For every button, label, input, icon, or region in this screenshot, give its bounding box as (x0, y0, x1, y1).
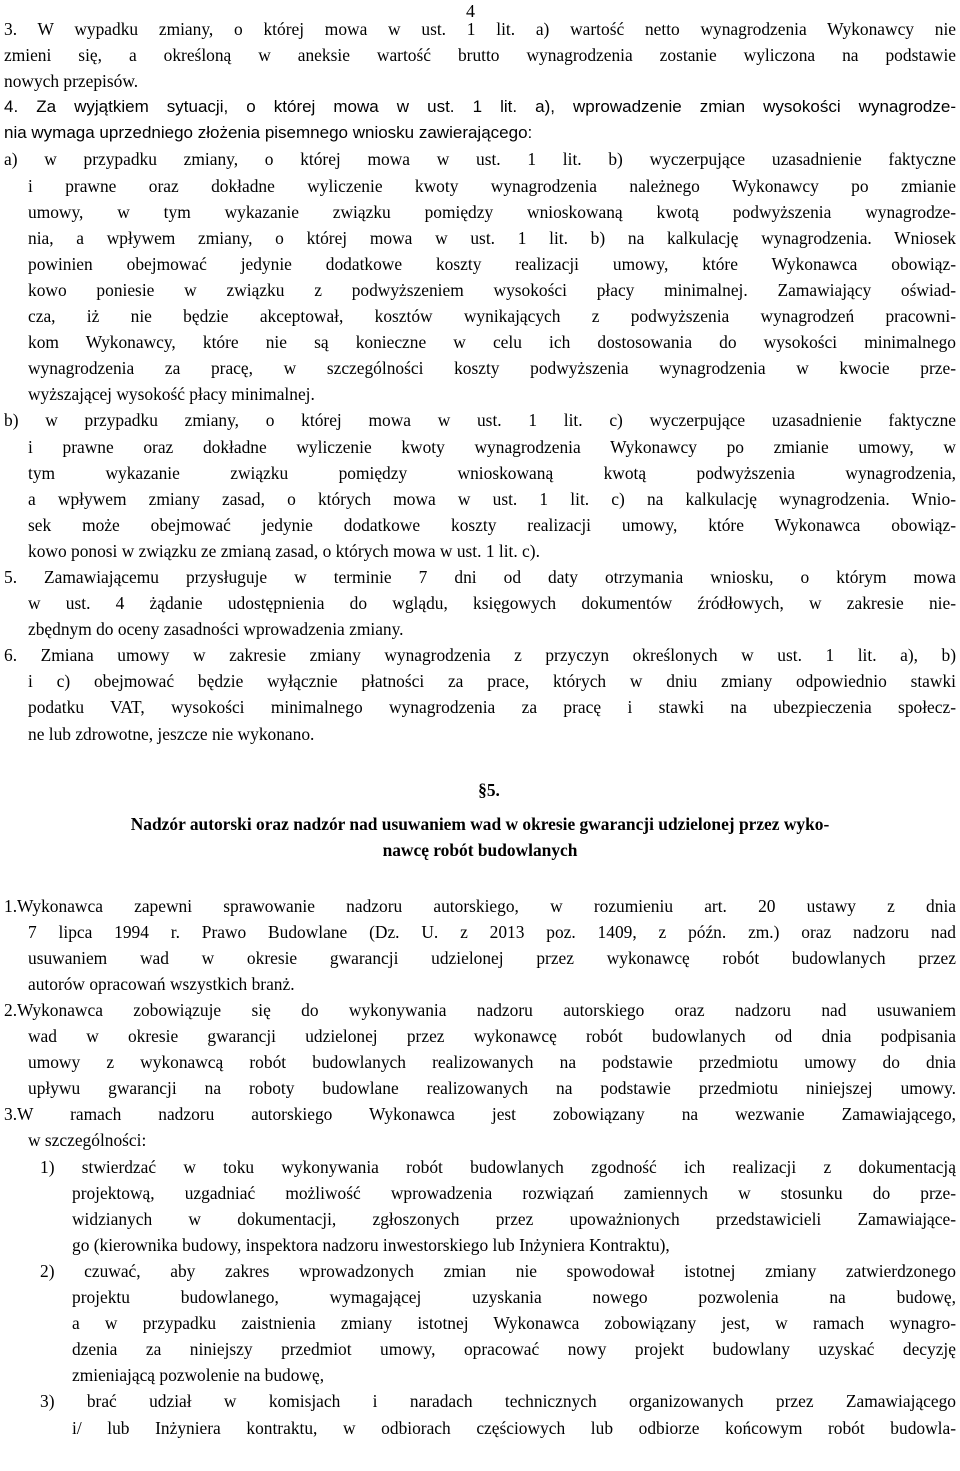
page-number: 4 (466, 1, 475, 21)
section-number: §5. (478, 779, 500, 800)
paragraph-6-line: 6. Zmiana umowy w zakresie zmiany wynagrodzenia z przyczyn określonych w ust. 1 lit. a), b) (4, 645, 956, 666)
paragraph-4b-line: i prawne oraz dokładne wyliczenie kwoty wynagrodzenia Wykonawcy po zmianie umowy, w (28, 436, 956, 457)
paragraph-4a-line: powinien obejmować jedynie dodatkowe koszty realizacji umowy, które Wykonawca obowiąz- (28, 253, 956, 274)
paragraph-6-line: podatku VAT, wysokości minimalnego wynagrodzenia za pracę i stawki na ubezpieczenia społecz- (28, 697, 956, 718)
paragraph-6-line: ne lub zdrowotne, jeszcze nie wykonano. (28, 723, 315, 744)
subitem-1-line: widzianych w dokumentacji, zgłoszonych przez upoważnionych przedstawicieli Zamawiające- (72, 1208, 956, 1229)
paragraph-6-line: i c) obejmować będzie wyłącznie płatności za prace, których w dniu zmiany odpowiednio stawki (28, 671, 956, 692)
paragraph-4a-line: cza, iż nie będzie akceptował, kosztów wynikających z podwyższenia wynagrodzeń pracowni- (28, 306, 956, 327)
subitem-1-line: 1) stwierdzać w toku wykonywania robót budowlanych zgodność ich realizacji z dokumentacją (40, 1156, 956, 1177)
subitem-1-line: projektową, uzgadniać możliwość wprowadzenia rozwiązań zamiennych w stosunku do prze- (72, 1182, 956, 1203)
paragraph-3-line: zmieni się, a określoną w aneksie wartość brutto wynagrodzenia zostanie wyliczona na podstawie (4, 45, 956, 66)
paragraph-4a-line: nia, a wpływem zmiany, o której mowa w ust. 1 lit. b) na kalkulację wynagrodzenia. Wniosek (28, 227, 956, 248)
paragraph-4b-line: a wpływem zmiany zasad, o których mowa w ust. 1 lit. c) na kalkulację wynagrodzenia. Wnio- (28, 488, 956, 509)
subitem-3-line: i/ lub Inżyniera kontraktu, w odbiorach częściowych lub odbiorze końcowym robót budowla- (72, 1417, 956, 1438)
section-5-point-1-line: usuwaniem wad w okresie gwarancji udzielonej przez wykonawcę robót budowlanych przez (28, 947, 956, 968)
paragraph-4b-line: b) w przypadku zmiany, o której mowa w ust. 1 lit. c) wyczerpujące uzasadnienie faktyczne (4, 410, 956, 431)
section-5-point-2-line: 2.Wykonawca zobowiązuje się do wykonywania nadzoru autorskiego oraz nadzoru nad usuwaniem (4, 1000, 956, 1020)
paragraph-5-line: zbędnym do oceny zasadności wprowadzenia zmiany. (28, 619, 404, 640)
subitem-2-line: dzenia za niniejszy przedmiot umowy, opracować nowy projekt budowlany uzyskać decyzję (72, 1339, 956, 1360)
paragraph-4-line: nia wymaga uprzedniego złożenia pisemnego wniosku zawierającego: (4, 123, 533, 143)
paragraph-4-line: 4. Za wyjątkiem sytuacji, o której mowa w ust. 1 lit. a), wprowadzenie zmian wysokości wynagrodze- (4, 97, 956, 117)
paragraph-4a-line: a) w przypadku zmiany, o której mowa w ust. 1 lit. b) wyczerpujące uzasadnienie faktyczne (4, 149, 956, 170)
section-5-point-2-line: wad w okresie gwarancji udzielonej przez wykonawcę robót budowlanych od dnia podpisania (28, 1026, 956, 1047)
subitem-3-line: 3) brać udział w komisjach i naradach technicznych organizowanych przez Zamawiającego (40, 1391, 956, 1412)
paragraph-4a-line: i prawne oraz dokładne wyliczenie kwoty wynagrodzenia należnego Wykonawcy po zmianie (28, 175, 956, 196)
section-5-point-1-line: 7 lipca 1994 r. Prawo Budowlane (Dz. U. z 2013 poz. 1409, z późn. zm.) oraz nadzoru nad (28, 921, 956, 942)
subitem-1-line: go (kierownika budowy, inspektora nadzoru inwestorskiego lub Inżyniera Kontraktu), (72, 1234, 670, 1255)
section-5-point-3-line: 3.W ramach nadzoru autorskiego Wykonawca jest zobowiązany na wezwanie Zamawiającego, (4, 1104, 956, 1125)
subitem-2-line: zmieniającą pozwolenie na budowę, (72, 1365, 325, 1386)
section-heading: Nadzór autorski oraz nadzór nad usuwaniem wad w okresie gwarancji udzielonej przez wyko- (130, 813, 830, 834)
paragraph-4a-line: wynagrodzenia za pracę, w szczególności koszty podwyższenia wynagrodzenia w kwocie prze- (28, 358, 956, 379)
document-body (0, 16, 960, 1441)
paragraph-4a-line: umowy, w tym wykazanie związku pomiędzy wnioskowaną kwotą podwyższenia wynagrodze- (28, 201, 956, 222)
paragraph-3-line: 3. W wypadku zmiany, o której mowa w ust. 1 lit. a) wartość netto wynagrodzenia Wykonawcy nie (4, 19, 956, 39)
section-heading: nawcę robót budowlanych (382, 839, 578, 860)
subitem-2-line: a w przypadku zaistnienia zmiany istotnej Wykonawca zobowiązany jest, w ramach wynagro- (72, 1313, 956, 1334)
paragraph-4b-line: sek może obejmować jedynie dodatkowe koszty realizacji umowy, które Wykonawca obowiąz- (28, 514, 956, 535)
paragraph-4a-line: kowo poniesie w związku z podwyższeniem wysokości płacy minimalnej. Zamawiający oświad- (28, 279, 956, 300)
paragraph-4b-line: kowo ponosi w związku ze zmianą zasad, o których mowa w ust. 1 lit. c). (28, 540, 540, 561)
paragraph-4b-line: tym wykazanie związku pomiędzy wnioskowaną kwotą podwyższenia wynagrodzenia, (28, 462, 956, 483)
subitem-2-line: 2) czuwać, aby zakres wprowadzonych zmian nie spowodował istotnej zmiany zatwierdzonego (40, 1260, 956, 1281)
paragraph-3-line: nowych przepisów. (4, 71, 139, 92)
subitem-2-line: projektu budowlanego, wymagającej uzyskania nowego pozwolenia na budowę, (72, 1287, 956, 1308)
section-5-point-2-line: umowy z wykonawcą robót budowlanych realizowanych na podstawie przedmiotu umowy do dnia (28, 1052, 956, 1073)
section-5-point-2-line: upływu gwarancji na roboty budowlane realizowanych na podstawie przedmiotu niniejszej umowy. (28, 1078, 956, 1099)
section-5-point-3-line: w szczególności: (28, 1130, 147, 1151)
section-5-point-1-line: 1.Wykonawca zapewni sprawowanie nadzoru autorskiego, w rozumieniu art. 20 ustawy z dnia (4, 895, 956, 916)
paragraph-4a-line: wyższającej wysokość płacy minimalnej. (28, 384, 315, 405)
paragraph-5-line: 5. Zamawiającemu przysługuje w terminie 7 dni od daty otrzymania wniosku, o którym mowa (4, 566, 956, 587)
section-5-point-1-line: autorów opracowań wszystkich branż. (28, 973, 295, 994)
paragraph-4a-line: kom Wykonawcy, które nie są konieczne w celu ich dostosowania do wysokości minimalnego (28, 332, 956, 353)
paragraph-5-line: w ust. 4 żądanie udostępnienia do wglądu, księgowych dokumentów źródłowych, w zakresie nie- (28, 593, 956, 614)
